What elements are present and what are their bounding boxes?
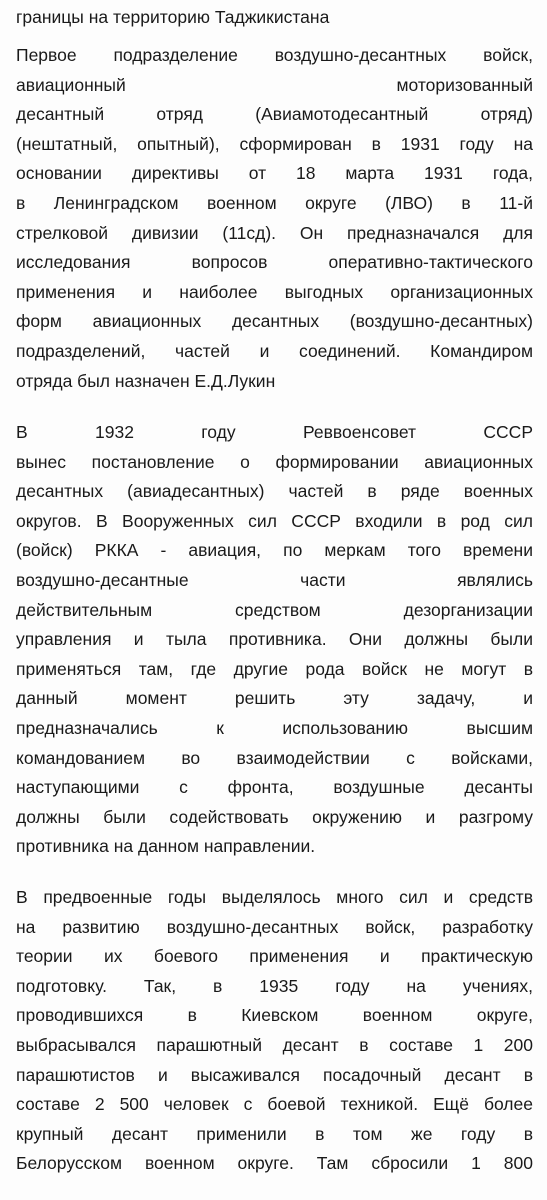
text-line: десантных (авиадесантных) частей в ряде военных: [16, 481, 533, 502]
text-line: Первое подразделение воздушно-десантных войск,: [16, 45, 533, 65]
carryover-line: [16, 3, 533, 33]
text-line: парашютистов и высаживался посадочный десант в: [16, 1064, 533, 1085]
text-line: Белорусском военном округе. Там сбросили 1 800: [16, 1153, 533, 1174]
text-line: отряда был назначен Е.Д.Лукин: [16, 370, 276, 391]
text-line: наступающими с фронта, воздушные десанты: [16, 777, 533, 798]
text-line: командованием во взаимодействии с войсками,: [16, 747, 533, 768]
text-line: стрелковой дивизии (11сд). Он предназначался для: [16, 222, 533, 243]
text-line: управления и тыла противника. Они должны были: [16, 629, 533, 650]
text-line: теории их боевого применения и практическую: [16, 946, 533, 967]
text-line: применяться там, где другие рода войск не могут в: [16, 658, 533, 679]
text-line: подготовку. Так, в 1935 году на учениях,: [16, 975, 533, 996]
text-line: форм авиационных десантных (воздушно-десантных): [16, 311, 533, 332]
text-line: В 1932 году Реввоенсовет СССР: [16, 422, 533, 442]
text-line: предназначались к использованию высшим: [16, 717, 533, 738]
text-line: противника на данном направлении.: [16, 836, 316, 857]
text-line: (нештатный, опытный), сформирован в 1931 году на: [16, 133, 533, 154]
text-line: выбрасывался парашютный десант в составе 1 200: [16, 1034, 533, 1055]
text-line: вынес постановление о формировании авиационных: [16, 451, 533, 472]
paragraph-1: [16, 41, 533, 396]
text-line: действительным средством дезорганизации: [16, 599, 533, 620]
text-line: в Ленинградском военном округе (ЛВО) в 11-й: [16, 192, 533, 213]
text-line: данный момент решить эту задачу, и: [16, 688, 533, 709]
text-line: крупный десант применили в том же году в: [16, 1123, 533, 1144]
text-line: воздушно-десантные части являлись: [16, 569, 533, 590]
text-line: границы на территорию Таджикистана: [16, 7, 330, 27]
text-line: авиационный моторизованный: [16, 74, 533, 95]
text-line: на развитию воздушно-десантных войск, разработку: [16, 916, 533, 937]
paragraph-2: [16, 418, 533, 862]
text-line: десантный отряд (Авиамотодесантный отряд): [16, 104, 533, 125]
text-line: исследования вопросов оперативно-тактического: [16, 252, 533, 273]
text-line: В предвоенные годы выделялось много сил и средств: [16, 887, 533, 907]
text-line: применения и наиболее выгодных организационных: [16, 281, 533, 302]
text-line: должны были содействовать окружению и разгрому: [16, 806, 533, 827]
text-line: округов. В Вооруженных сил СССР входили в род сил: [16, 510, 533, 531]
text-line: подразделений, частей и соединений. Командиром: [16, 340, 533, 361]
text-line: составе 2 500 человек с боевой техникой. Ещё более: [16, 1094, 533, 1115]
text-line: (войск) РККА - авиация, по меркам того времени: [16, 540, 533, 561]
paragraph-3: [16, 883, 533, 1179]
text-line: основании директивы от 18 марта 1931 года,: [16, 163, 533, 184]
text-line: проводившихся в Киевском военном округе,: [16, 1005, 533, 1026]
